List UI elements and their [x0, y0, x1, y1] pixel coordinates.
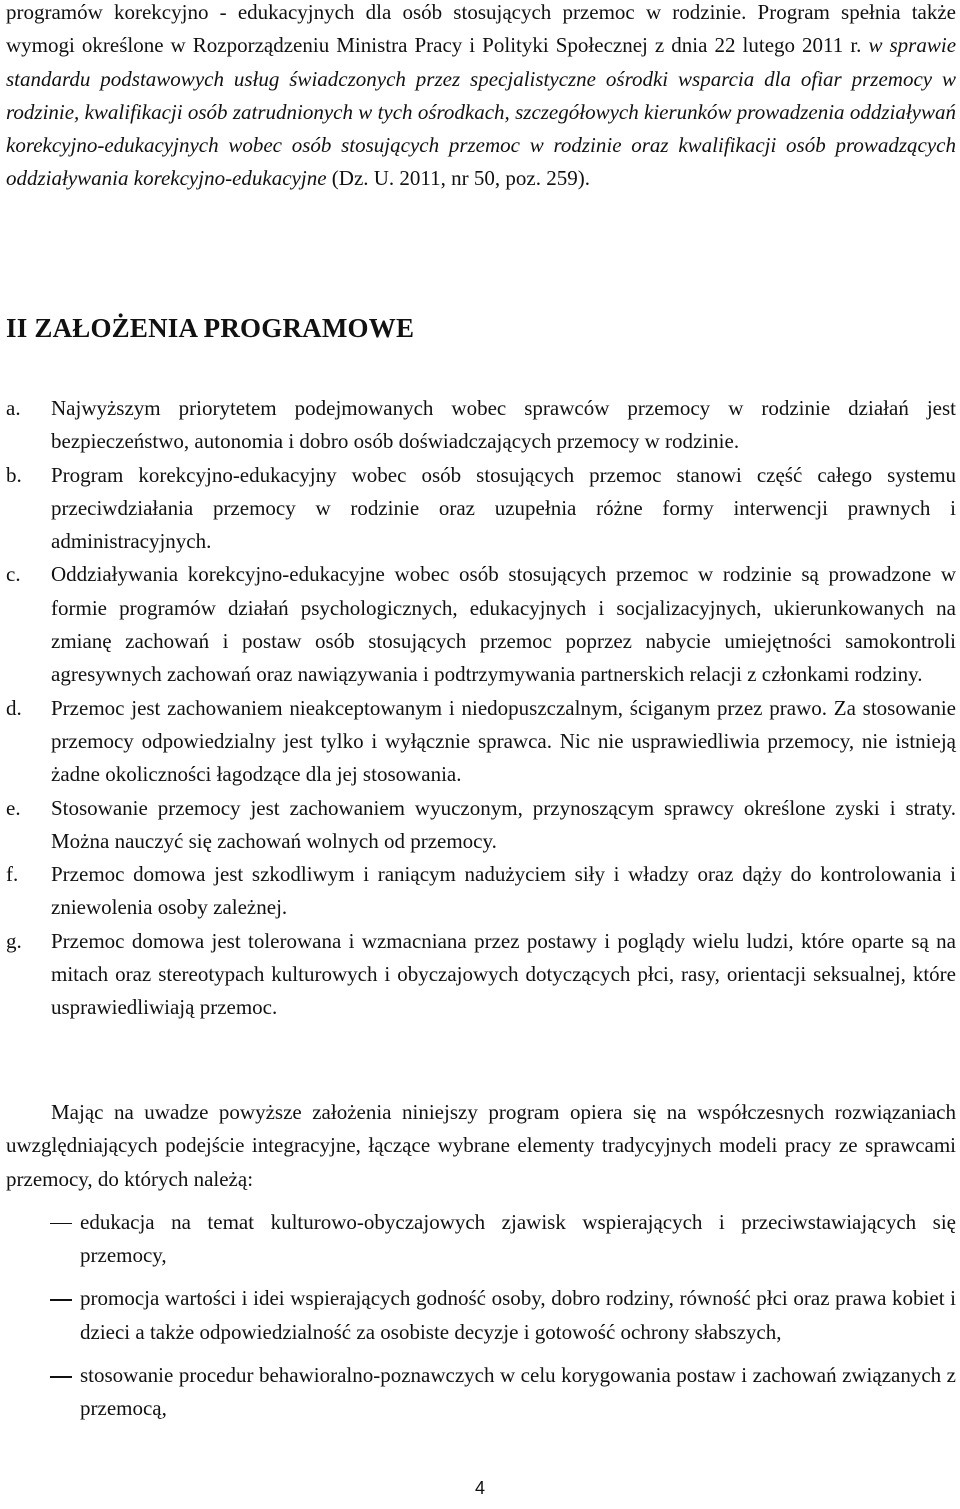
- list-item-letter: g.: [6, 928, 22, 953]
- dash-bullet-icon: [6, 1282, 80, 1315]
- list-item-text: Oddziaływania korekcyjno-edukacyjne wobec osób stosujących przemoc w rodzinie są prowadzone w formie programów działań psychologicznych, edukacyjnych i socjalizacyjnych, ukierunkowanych na zmianę zachowań i postaw osób stosujących przemoc poprzez nabycie umiejętności samokontroli agresywnych zachowań oraz nawiązywania i podtrzymywania partnerskich relacji z członkami rodziny.: [51, 562, 956, 687]
- intro-paragraph: [6, 0, 956, 196]
- closing-paragraph: Mając na uwadze powyższe założenia niniejszy program opiera się na współczesnych rozwiązaniach uwzględniających podejście integracyjne, łączące wybrane elementy tradycyjnych modeli pracy ze sprawcami przemocy, do których należą:: [6, 1100, 956, 1191]
- list-item-text: Program korekcyjno-edukacyjny wobec osób stosujących przemoc stanowi część całego systemu przeciwdziałania przemocy w rodzinie oraz uzupełnia różne formy interwencji prawnych i administracyjnych.: [51, 462, 956, 554]
- list-item-letter: c.: [6, 562, 21, 587]
- list-item-letter: b.: [6, 462, 22, 487]
- dash-list-item: [6, 1359, 956, 1426]
- list-item: [6, 692, 956, 792]
- assumptions-list: [6, 392, 956, 1025]
- list-item-text: Najwyższym priorytetem podejmowanych wobec sprawców przemocy w rodzinie działań jest bezpieczeństwo, autonomia i dobro osób doświadczających przemocy w rodzinie.: [51, 396, 956, 454]
- dash-list-item-text: promocja wartości i idei wspierających godność osoby, dobro rodziny, równość płci oraz prawa kobiet i dzieci a także odpowiedzialność za osobiste decyzje i gotowość ochrony słabszych,: [80, 1286, 956, 1344]
- closing-section: [6, 1096, 956, 1436]
- intro-text-italic: w sprawie standardu podstawowych usług świadczonych przez specjalistyczne ośrodki wsparcia dla ofiar przemocy w rodzinie, kwalifikacji osób zatrudnionych w tych ośrodkach, szczegółowych kierunków prowadzenia oddziaływań korekcyjno-edukacyjnych wobec osób stosujących przemoc w rodzinie oraz kwalifikacji osób prowadzących oddziaływania korekcyjno-edukacyjne: [6, 33, 957, 191]
- list-item: [6, 459, 956, 559]
- page-number: 4: [474, 1478, 485, 1498]
- list-item: [6, 858, 956, 925]
- list-item-letter: d.: [6, 695, 22, 720]
- dash-bullet-icon: [6, 1206, 80, 1239]
- document-page: [6, 0, 957, 1421]
- section-heading: II ZAŁOŻENIA PROGRAMOWE: [6, 313, 415, 343]
- dash-list-item: [6, 1206, 956, 1273]
- dash-list-item-text: stosowanie procedur behawioralno-poznawczych w celu korygowania postaw i zachowań związanych z przemocą,: [80, 1363, 956, 1421]
- list-item-letter: a.: [6, 396, 21, 420]
- intro-text-plain: programów korekcyjno - edukacyjnych dla osób stosujących przemoc w rodzinie. Program spełnia także wymogi określone w Rozporządzeniu Ministra Pracy i Polityki Społecznej z dnia 22 lutego 2011 r.: [6, 0, 956, 58]
- list-item-letter: f.: [6, 862, 19, 887]
- list-item-text: Przemoc domowa jest szkodliwym i raniącym nadużyciem siły i władzy oraz dąży do kontrolowania i zniewolenia osoby zależnej.: [51, 862, 956, 920]
- list-item: [6, 392, 956, 459]
- list-item: [6, 925, 956, 1025]
- list-item-letter: e.: [6, 795, 21, 820]
- list-item-text: Stosowanie przemocy jest zachowaniem wyuczonym, przynoszącym sprawcy określone zyski i straty. Można nauczyć się zachowań wolnych od przemocy.: [51, 795, 956, 853]
- intro-text-citation: (Dz. U. 2011, nr 50, poz. 259).: [326, 166, 590, 191]
- dash-list-item-text: edukacja na temat kulturowo-obyczajowych zjawisk wspierających i przeciwstawiających się przemocy,: [80, 1209, 956, 1268]
- list-item-text: Przemoc domowa jest tolerowana i wzmacniana przez postawy i poglądy wielu ludzi, które oparte są na mitach oraz stereotypach kulturowych i obyczajowych dotyczących płci, rasy, orientacji seksualnej, które usprawiedliwiają przemoc.: [51, 928, 956, 1020]
- list-item: [6, 558, 956, 691]
- dash-list-item: [6, 1282, 956, 1349]
- list-item: [6, 792, 956, 859]
- dash-list: [6, 1206, 956, 1426]
- dash-bullet-icon: [6, 1359, 80, 1392]
- list-item-text: Przemoc jest zachowaniem nieakceptowanym i niedopuszczalnym, ściganym przez prawo. Za stosowanie przemocy odpowiedzialny jest tylko i wyłącznie sprawca. Nic nie usprawiedliwia przemocy, nie istnieją żadne okoliczności łagodzące dla jej stosowania.: [51, 695, 956, 787]
